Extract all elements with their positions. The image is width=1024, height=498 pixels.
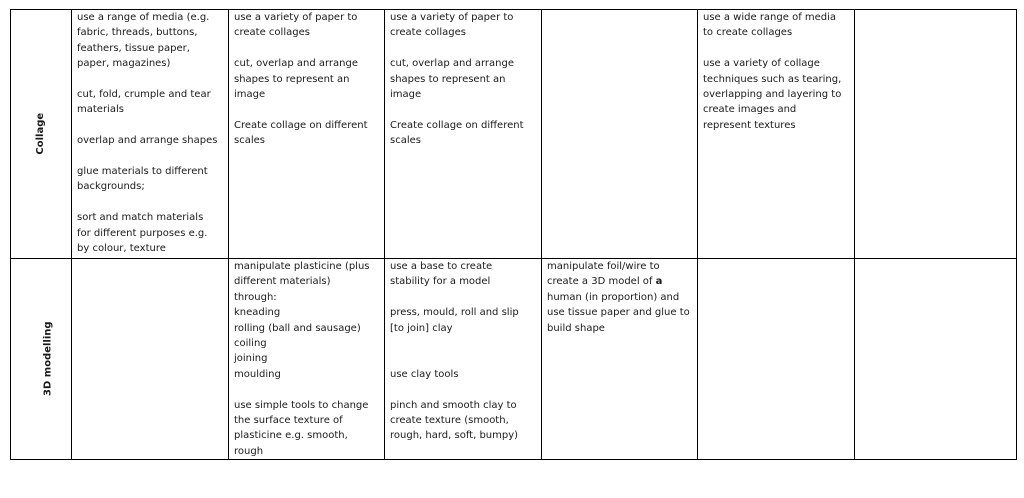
cell-text-line: paper, magazines): [77, 58, 171, 70]
cell-text-line: through:: [234, 291, 277, 303]
cell-text-line: the surface texture of: [234, 415, 343, 427]
cell-text-line: use a variety of paper to: [390, 12, 514, 23]
cell-text-line: use simple tools to change: [234, 399, 369, 411]
cell-text-line: rolling (ball and sausage): [234, 322, 361, 334]
cell-text-line: manipulate plasticine (plus: [234, 261, 370, 272]
cell-text-line: represent textures: [703, 119, 796, 131]
cell-text-line: stability for a model: [390, 276, 491, 288]
row-label: 3D modelling: [42, 321, 54, 397]
cell-text-line: use a range of media (e.g.: [77, 12, 210, 23]
cell-text-line: joining: [234, 353, 268, 365]
cell-text-line: fabric, threads, buttons,: [77, 27, 198, 39]
cell-text-line: cut, fold, crumple and tear: [77, 89, 211, 101]
cell-text-line: backgrounds;: [77, 181, 145, 193]
cell-text-line: create collages: [234, 27, 310, 39]
cell-text-line: [703, 41, 850, 56]
cell-text-line: overlap and arrange shapes: [77, 135, 218, 147]
cell-text-line: Create collage on different: [234, 119, 368, 131]
cell-text-line: Create collage on different: [390, 119, 524, 131]
cell-text-line: [77, 118, 224, 133]
cell-text-line: cut, overlap and arrange: [390, 58, 514, 70]
cell-text-line: press, mould, roll and slip: [390, 307, 519, 319]
row-label: Collage: [35, 113, 47, 155]
cell-text-line: use clay tools: [390, 368, 459, 380]
cell-text-line: shapes to represent an: [390, 73, 506, 85]
cell-text-line: [390, 336, 537, 351]
cell-text-line: [390, 102, 537, 117]
table-cell: [229, 10, 385, 259]
cell-text-line: use tissue paper and glue to: [547, 307, 690, 319]
cell-text-line: [77, 195, 224, 210]
cell-text-line: image: [390, 89, 422, 101]
cell-text-line: human (in proportion) and: [547, 291, 680, 303]
cell-text-line: create texture (smooth,: [390, 415, 509, 426]
cell-text-line: use a variety of paper to: [234, 12, 358, 23]
cell-text-line: feathers, tissue paper,: [77, 42, 190, 54]
bold-word: a: [655, 276, 663, 288]
cell-text-line: shapes to represent an: [234, 73, 350, 85]
cell-text-line: scales: [390, 135, 421, 147]
cell-text-line: materials: [77, 104, 124, 116]
curriculum-table: [10, 9, 1017, 460]
cell-text-line: glue materials to different: [77, 166, 208, 178]
table-cell: [542, 10, 698, 259]
cell-text-line: coiling: [234, 338, 267, 350]
table-cell: [855, 259, 1017, 460]
cell-text-line: [390, 290, 537, 305]
cell-text-line: [390, 382, 537, 397]
table-cell: [385, 10, 542, 259]
cell-text-line: plasticine e.g. smooth,: [234, 430, 348, 442]
row-label-cell: [11, 10, 72, 259]
cell-text-line: different materials): [234, 276, 331, 288]
table-cell: [72, 10, 229, 259]
cell-text-line: use a base to create: [390, 261, 493, 272]
cell-text-line: manipulate foil/wire to: [547, 261, 660, 272]
table-row-3d-modelling: [11, 259, 1017, 460]
cell-text-line: rough, hard, soft, bumpy): [390, 430, 519, 442]
cell-text-line: to create collages: [703, 27, 793, 39]
row-label-cell: [11, 259, 72, 460]
cell-text-line: for different purposes e.g.: [77, 227, 208, 239]
table-row-collage: [11, 10, 1017, 259]
cell-text-line: [390, 41, 537, 56]
table-cell: [542, 259, 698, 460]
cell-text-line: [77, 149, 224, 164]
cell-text-line: techniques such as tearing,: [703, 73, 842, 85]
cell-text-line: [234, 41, 380, 56]
cell-text-line: moulding: [234, 368, 281, 380]
cell-text-line: scales: [234, 135, 265, 147]
table-cell: [855, 10, 1017, 259]
cell-text-line: [234, 382, 380, 397]
cell-text-line: [390, 351, 537, 366]
cell-text-line: create images and: [703, 104, 797, 116]
cell-text-line: create collages: [390, 27, 466, 39]
table-cell: [698, 259, 855, 460]
cell-text-line: cut, overlap and arrange: [234, 58, 358, 70]
cell-text-line: build shape: [547, 322, 605, 334]
cell-text-line: rough: [234, 445, 264, 457]
table-cell: [72, 259, 229, 460]
cell-text-line: [234, 102, 380, 117]
cell-text-line: sort and match materials: [77, 212, 204, 224]
cell-text-line: [77, 72, 224, 87]
cell-text-line: create a 3D model of a: [547, 276, 663, 288]
cell-text-line: pinch and smooth clay to: [390, 399, 517, 411]
table-cell: [385, 259, 542, 460]
cell-text-line: use a wide range of media: [703, 12, 837, 23]
cell-text-line: [to join] clay: [390, 322, 453, 334]
cell-text-line: overlapping and layering to: [703, 89, 842, 101]
cell-text-line: image: [234, 89, 266, 101]
cell-text-line: use a variety of collage: [703, 58, 820, 70]
cell-text-line: kneading: [234, 307, 281, 319]
table-cell: [229, 259, 385, 460]
table-cell: [698, 10, 855, 259]
cell-text-line: by colour, texture: [77, 243, 166, 255]
